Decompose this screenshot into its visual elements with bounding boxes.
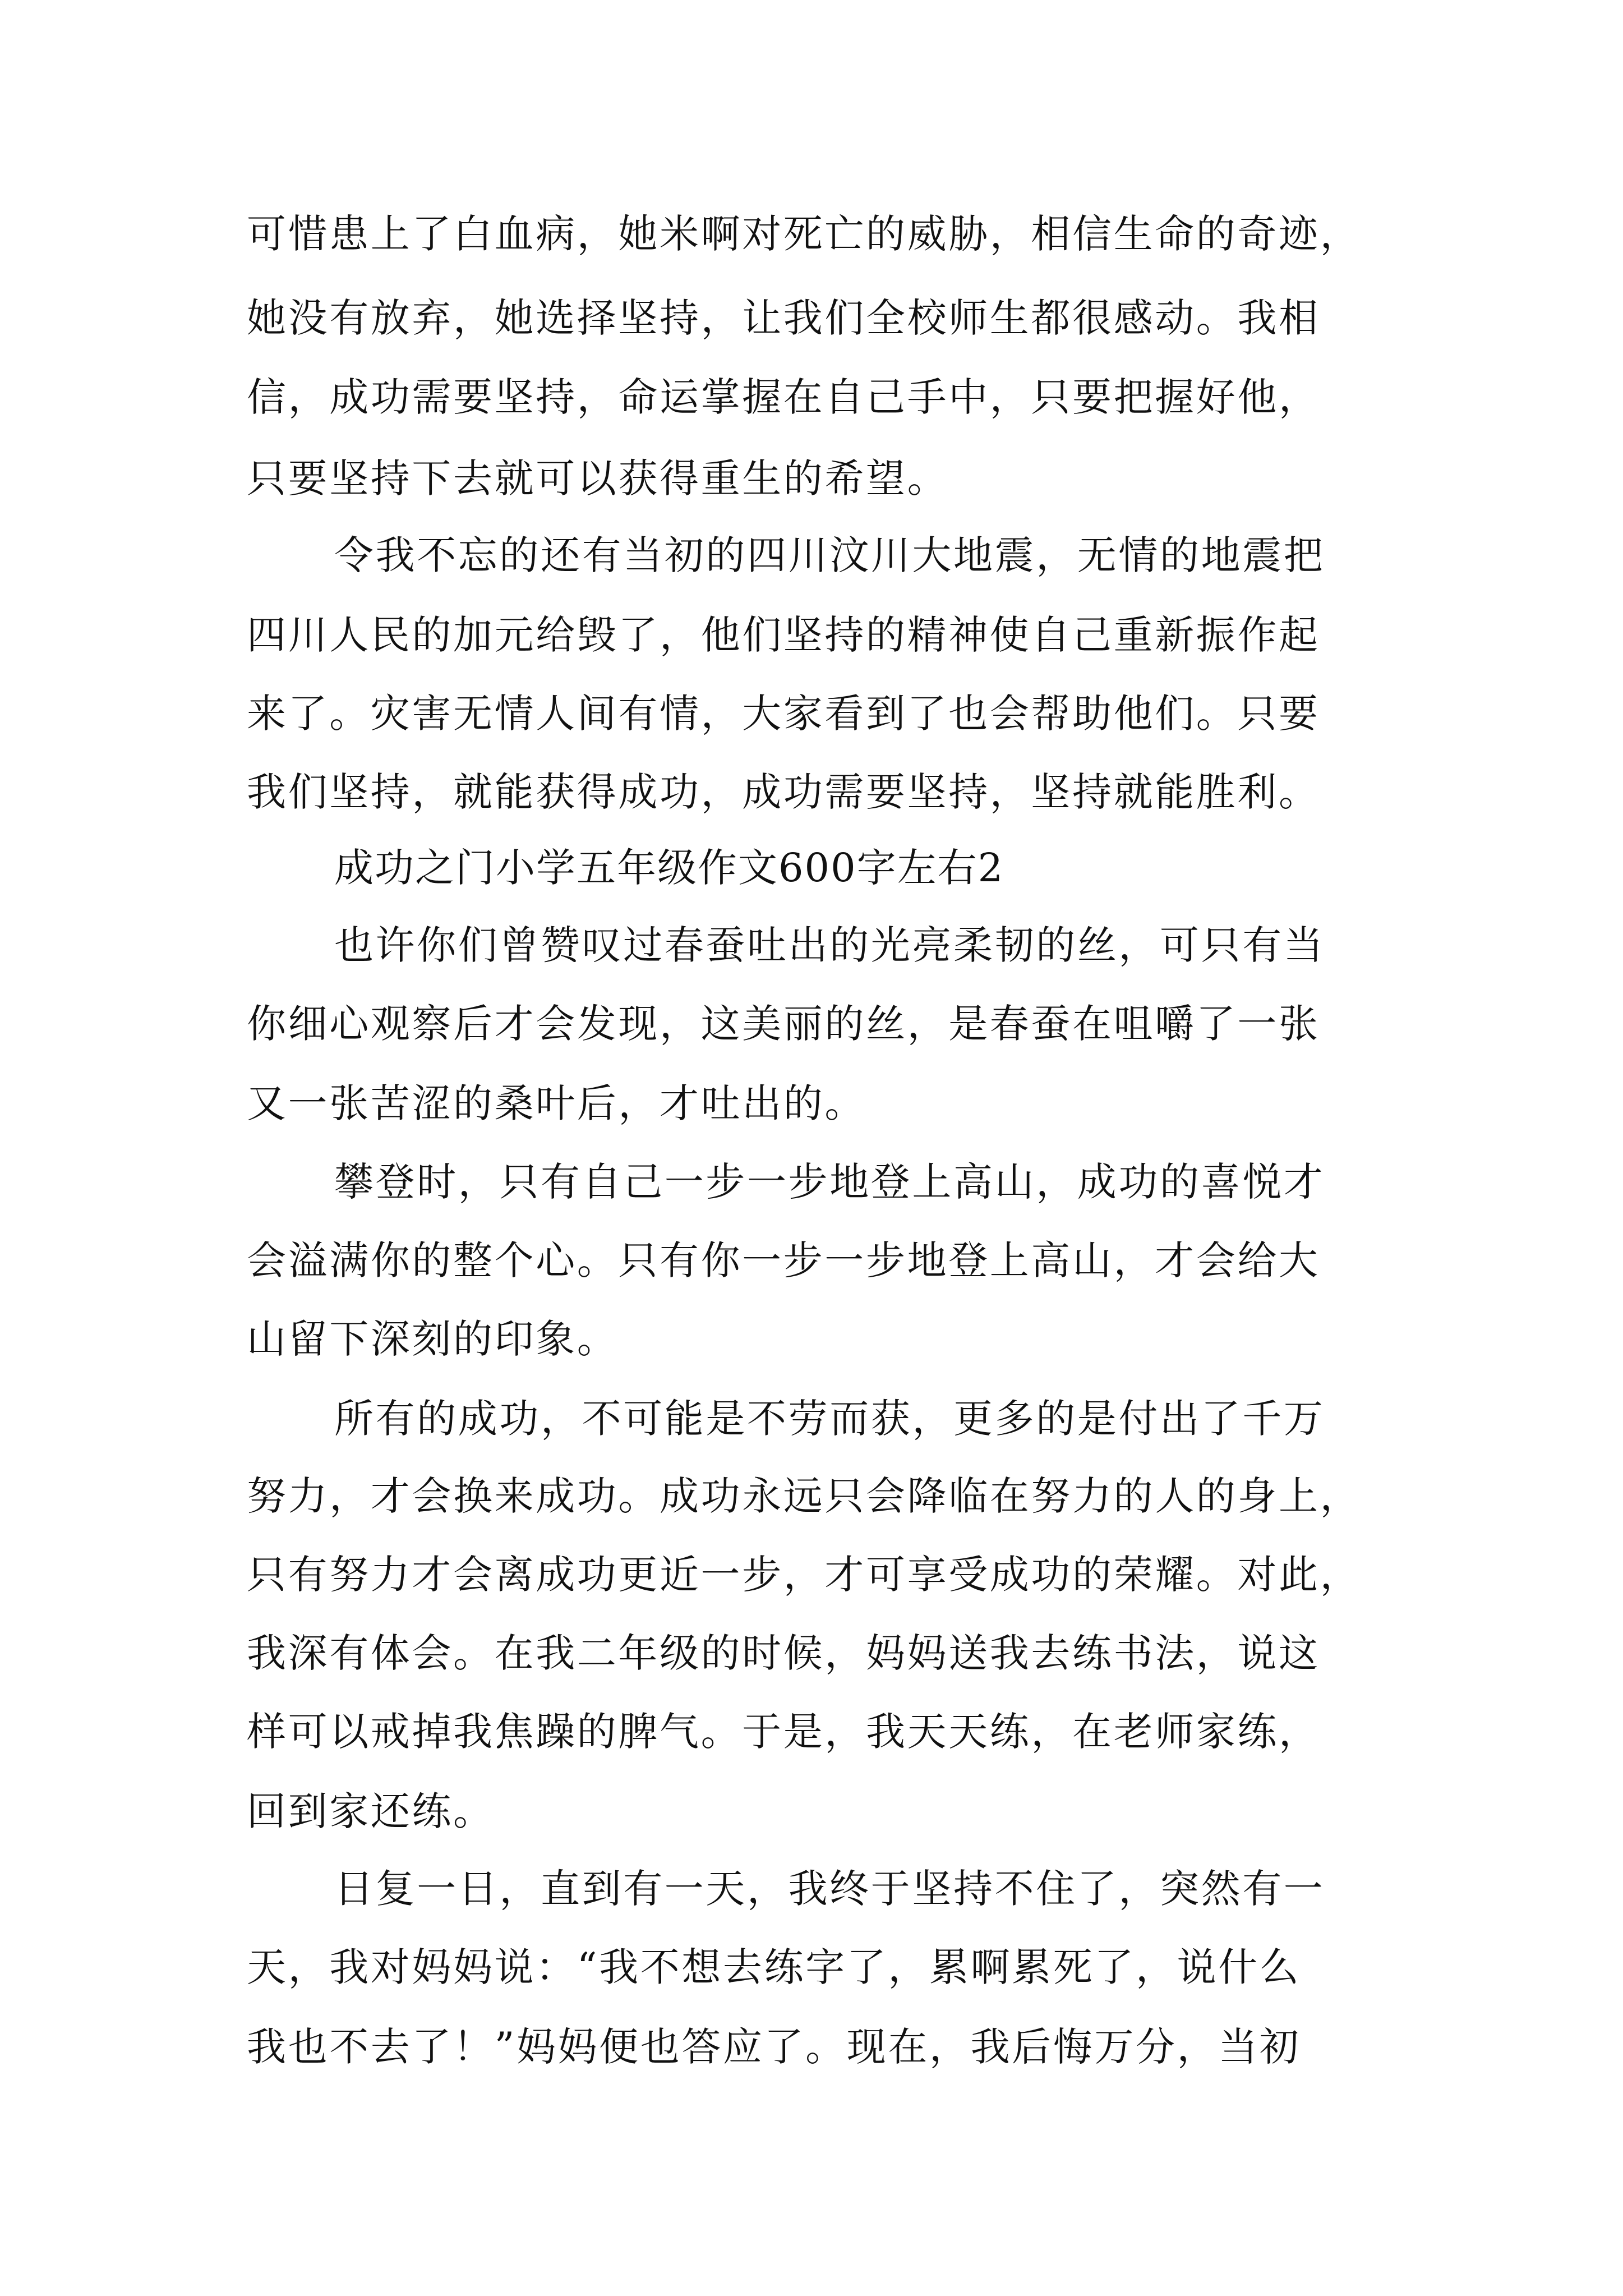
text-line: 四川人民的加元给毁了，他们坚持的精神使自己重新振作起 bbox=[247, 612, 1320, 658]
section-heading: 成功之门小学五年级作文600字左右2 bbox=[334, 845, 1004, 891]
text-line: 信，成功需要坚持，命运掌握在自己手中，只要把握好他， bbox=[247, 374, 1320, 420]
text-line: 可惜患上了白血病，她米啊对死亡的威胁，相信生命的奇迹， bbox=[247, 211, 1362, 257]
text-line: 我深有体会。在我二年级的时候，妈妈送我去练书法，说这 bbox=[247, 1630, 1320, 1676]
text-line: 你细心观察后才会发现，这美丽的丝，是春蚕在咀嚼了一张 bbox=[247, 1001, 1320, 1047]
text-line: 我也不去了！”妈妈便也答应了。现在，我后悔万分，当初 bbox=[247, 2024, 1301, 2070]
text-line: 我们坚持，就能获得成功，成功需要坚持，坚持就能胜利。 bbox=[247, 769, 1320, 815]
text-line: 令我不忘的还有当初的四川汶川大地震，无情的地震把 bbox=[334, 532, 1325, 578]
text-line: 样可以戒掉我焦躁的脾气。于是，我天天练，在老师家练， bbox=[247, 1709, 1320, 1755]
text-line: 山留下深刻的印象。 bbox=[247, 1316, 619, 1362]
text-line: 会溢满你的整个心。只有你一步一步地登上高山，才会给大 bbox=[247, 1237, 1320, 1283]
text-line: 也许你们曾赞叹过春蚕吐出的光亮柔韧的丝，可只有当 bbox=[334, 922, 1325, 968]
text-line: 只要坚持下去就可以获得重生的希望。 bbox=[247, 455, 949, 501]
text-line: 日复一日，直到有一天，我终于坚持不住了，突然有一 bbox=[334, 1866, 1325, 1912]
text-line: 回到家还练。 bbox=[247, 1788, 495, 1834]
text-line: 来了。灾害无情人间有情，大家看到了也会帮助他们。只要 bbox=[247, 691, 1320, 737]
text-line: 努力，才会换来成功。成功永远只会降临在努力的人的身上， bbox=[247, 1473, 1362, 1519]
text-line: 所有的成功，不可能是不劳而获，更多的是付出了千万 bbox=[334, 1396, 1325, 1442]
text-line: 天，我对妈妈说：“我不想去练字了，累啊累死了，说什么 bbox=[247, 1944, 1301, 1990]
text-line: 只有努力才会离成功更近一步，才可享受成功的荣耀。对此， bbox=[247, 1552, 1362, 1598]
text-line: 又一张苦涩的桑叶后，才吐出的。 bbox=[247, 1080, 866, 1126]
text-line: 攀登时，只有自己一步一步地登上高山，成功的喜悦才 bbox=[334, 1159, 1325, 1205]
text-line: 她没有放弃，她选择坚持，让我们全校师生都很感动。我相 bbox=[247, 295, 1320, 341]
